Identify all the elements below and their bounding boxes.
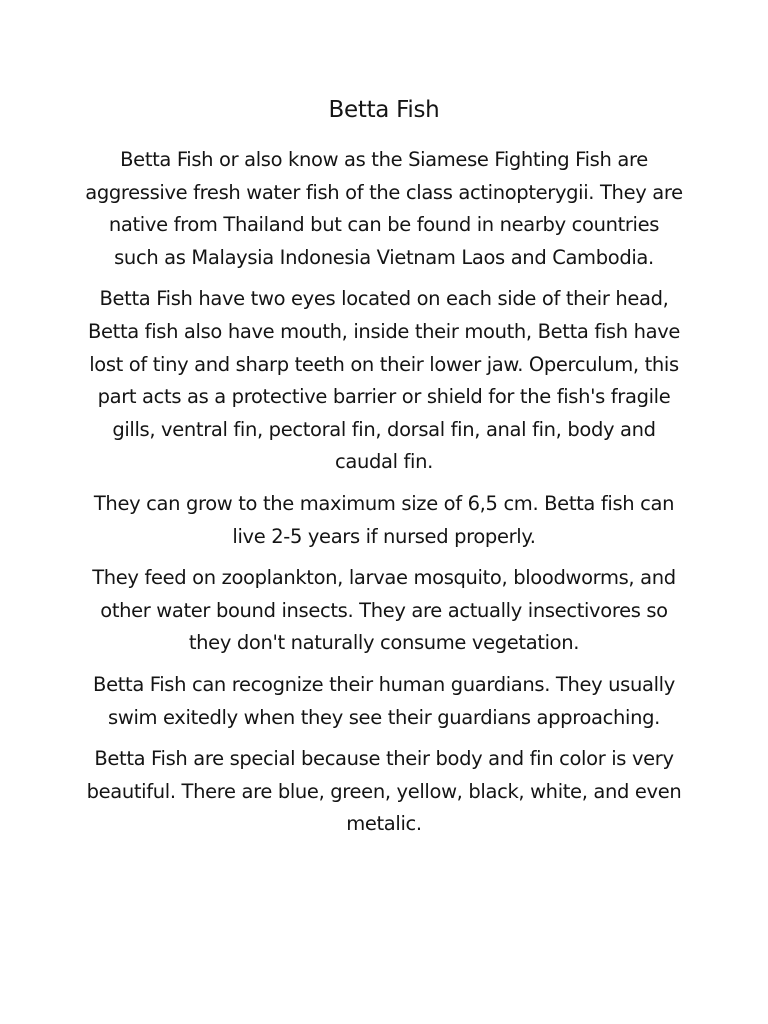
paragraph-diet: They feed on zooplankton, larvae mosquito, bloodworms, and other water bound insects. They are actually insectivores so they don't naturally consume vegetation. [92,566,676,655]
document-body [84,144,684,850]
paragraph-anatomy: Betta Fish have two eyes located on each side of their head, Betta fish also have mouth, inside their mouth, Betta fish have lost of tiny and sharp teeth on their lower jaw. Operculum, this part acts as a protective barrier or shield for the fish's fragile gills, ventral fin, pectoral fin, dorsal fin, anal fin, body and caudal fin. [87,287,681,474]
paragraph-behavior: Betta Fish can recognize their human guardians. They usually swim exitedly when they see their guardians approaching. [93,672,675,729]
paragraph-intro: Betta Fish or also know as the Siamese Fighting Fish are aggressive fresh water fish of the class actinopterygii. They are native from Thailand but can be found in nearby countries such as Malaysia Indonesia Vietnam Laos and Cambodia. [85,148,683,269]
paragraph-colors: Betta Fish are special because their body and fin color is very beautiful. There are blue, green, yellow, black, white, and even metalic. [86,747,682,836]
document-title: Betta Fish [328,97,440,123]
paragraph-size-lifespan: They can grow to the maximum size of 6,5 cm. Betta fish can live 2-5 years if nursed properly. [93,491,675,548]
